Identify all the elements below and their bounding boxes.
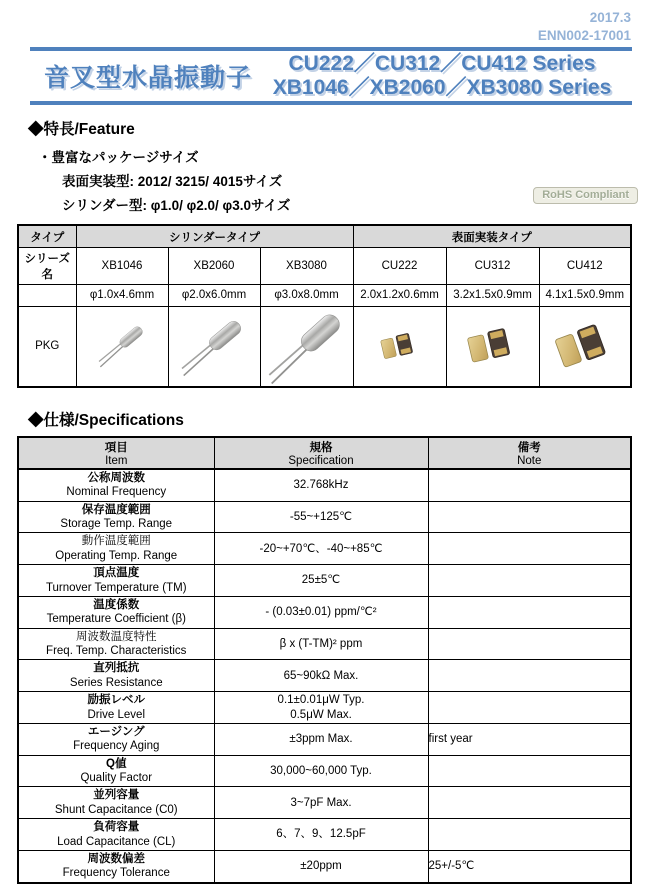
spec-row-operating-temp: [18, 533, 631, 565]
spec-row-shunt-capacitance: [18, 787, 631, 819]
xb2060-photo-cell: [168, 306, 260, 387]
item-en: Nominal Frequency: [66, 486, 167, 499]
item-jp: 周波数偏差: [87, 852, 145, 865]
title-bottom-rule: [30, 101, 632, 105]
note-value: [428, 596, 631, 628]
cu312-photo-cell: [446, 306, 539, 387]
series-row-label: シリーズ名: [18, 247, 76, 284]
feature-bullet: ・豊富なパッケージサイズ: [38, 150, 199, 166]
spec-value: 30,000~60,000 Typ.: [214, 755, 428, 787]
item-en: Quality Factor: [80, 772, 153, 784]
xb3080-cylinder-crystal-photo: [261, 307, 353, 383]
pkg-row-label: PKG: [18, 306, 76, 387]
spec-value: -20~+70℃、-40~+85℃: [214, 533, 428, 565]
series-xb2060: XB2060: [168, 247, 260, 284]
specifications-table: [17, 436, 632, 884]
specifications-heading: ◆仕様/Specifications: [28, 411, 184, 429]
item-jp: 頂点温度: [93, 567, 140, 580]
item-en: Storage Temp. Range: [60, 518, 173, 530]
col-header-note-en: Note: [517, 454, 542, 467]
feature-smd-line: 表面実装型: 2012/ 3215/ 4015サイズ: [62, 174, 283, 190]
note-value: [428, 787, 631, 819]
spec-value: 25±5℃: [214, 565, 428, 597]
title-top-rule: [30, 47, 632, 51]
doc-date: 2017.3: [589, 10, 631, 25]
spec-row-temp-coefficient: [18, 596, 631, 628]
item-jp: 公称周波数: [87, 471, 145, 484]
note-value: [428, 501, 631, 533]
rohs-compliant-badge: RoHS Compliant: [533, 187, 638, 204]
spec-value: ±3ppm Max.: [214, 723, 428, 755]
note-value: first year: [428, 723, 631, 755]
spec-row-frequency-aging: [18, 723, 631, 755]
cu412-smd-crystal-photo: [540, 307, 630, 383]
spec-value-line1: 0.1±0.01μW Typ.: [277, 694, 365, 707]
item-en: Freq. Temp. Characteristics: [46, 645, 187, 657]
item-jp: Q値: [106, 757, 127, 770]
item-en: Turnover Temperature (TM): [45, 581, 187, 594]
doc-meta: [0, 0, 647, 44]
spec-row-turnover-temp: [18, 565, 631, 597]
series-cu312: CU312: [446, 247, 539, 284]
cu222-smd-crystal-photo: [354, 307, 446, 383]
product-title-jp: 音叉型水晶振動子: [44, 64, 253, 93]
item-jp: 周波数温度特性: [76, 630, 157, 643]
size-xb3080: φ3.0x8.0mm: [260, 284, 353, 306]
item-jp: 温度係数: [93, 598, 140, 611]
item-en: Operating Temp. Range: [55, 549, 178, 562]
item-en: Frequency Tolerance: [62, 867, 170, 880]
spec-value: 6、7、9、12.5pF: [214, 819, 428, 851]
package-table: [17, 224, 632, 388]
spec-value: - (0.03±0.01) ppm/℃²: [214, 596, 428, 628]
col-header-item-jp: 項目: [104, 441, 128, 454]
item-jp: 直列抵抗: [93, 662, 140, 675]
spec-value: β x (T-TM)² ppm: [214, 628, 428, 660]
item-jp: 動作温度範囲: [81, 535, 151, 548]
package-table-header-row: [18, 225, 631, 247]
spec-row-freq-temp-characteristics: [18, 628, 631, 660]
series-cu412: CU412: [539, 247, 631, 284]
xb2060-cylinder-crystal-photo: [169, 307, 259, 383]
item-en: Temperature Coefficient (β): [46, 613, 186, 626]
cu412-photo-cell: [539, 306, 631, 387]
series-cu222: CU222: [353, 247, 446, 284]
spec-row-frequency-tolerance: [18, 850, 631, 882]
col-header-spec: [214, 437, 428, 469]
title-bar: [30, 52, 632, 100]
note-value: [428, 819, 631, 851]
note-value: [428, 755, 631, 787]
spec-row-load-capacitance: [18, 819, 631, 851]
spec-value: ±20ppm: [214, 850, 428, 882]
note-value: [428, 533, 631, 565]
series-xb3080: XB3080: [260, 247, 353, 284]
size-row: [18, 284, 631, 306]
series-xb1046: XB1046: [76, 247, 168, 284]
col-header-note-jp: 備考: [517, 441, 541, 454]
spec-row-quality-factor: [18, 755, 631, 787]
cu222-photo-cell: [353, 306, 446, 387]
note-value: 25+/-5℃: [428, 850, 631, 882]
spec-value: 3~7pF Max.: [214, 787, 428, 819]
type-header-cell: タイプ: [18, 225, 76, 247]
item-en: Series Resistance: [69, 676, 163, 689]
size-cu412: 4.1x1.5x0.9mm: [539, 284, 631, 306]
col-header-item-en: Item: [105, 454, 128, 467]
doc-number: ENN002-17001: [537, 27, 631, 43]
spec-value-line2: 0.5μW Max.: [290, 708, 352, 721]
series-line-2: XB1046／XB2060／XB3080 Series: [272, 76, 612, 100]
spec-row-nominal-frequency: [18, 469, 631, 501]
spec-value: -55~+125℃: [214, 501, 428, 533]
item-en: Load Capacitance (CL): [57, 835, 176, 848]
item-jp: 励振レベル: [87, 694, 145, 707]
series-name-row: [18, 247, 631, 284]
feature-cylinder-line: シリンダー型: φ1.0/ φ2.0/ φ3.0サイズ: [62, 198, 291, 214]
col-header-note: [428, 437, 631, 469]
item-en: Frequency Aging: [73, 740, 160, 753]
size-cu222: 2.0x1.2x0.6mm: [353, 284, 446, 306]
col-header-item: [18, 437, 214, 469]
item-jp: 保存温度範囲: [81, 503, 151, 516]
spec-value: 65~90kΩ Max.: [214, 660, 428, 692]
package-photo-row: [18, 306, 631, 387]
feature-heading: ◆特長/Feature: [28, 121, 135, 139]
note-value: [428, 565, 631, 597]
cylinder-group-header: シリンダータイプ: [76, 225, 353, 247]
spec-header-row: [18, 437, 631, 469]
item-en: Shunt Capacitance (C0): [54, 803, 178, 816]
xb1046-cylinder-crystal-photo: [77, 307, 167, 383]
xb3080-photo-cell: [260, 306, 353, 387]
note-value: [428, 692, 631, 724]
item-jp: 負荷容量: [93, 821, 140, 834]
spec-value: 32.768kHz: [214, 469, 428, 501]
series-line-1: CU222／CU312／CU412 Series: [288, 52, 596, 76]
col-header-spec-jp: 規格: [309, 441, 333, 454]
series-titles: [252, 52, 632, 100]
size-row-empty-cell: [18, 284, 76, 306]
size-cu312: 3.2x1.5x0.9mm: [446, 284, 539, 306]
item-jp: 並列容量: [93, 789, 140, 802]
size-xb1046: φ1.0x4.6mm: [76, 284, 168, 306]
size-xb2060: φ2.0x6.0mm: [168, 284, 260, 306]
col-header-spec-en: Specification: [288, 454, 354, 467]
spec-row-storage-temp: [18, 501, 631, 533]
spec-row-series-resistance: [18, 660, 631, 692]
item-jp: エージング: [87, 725, 145, 738]
note-value: [428, 628, 631, 660]
cu312-smd-crystal-photo: [447, 307, 539, 383]
xb1046-photo-cell: [76, 306, 168, 387]
item-en: Drive Level: [87, 708, 146, 721]
note-value: [428, 469, 631, 501]
spec-row-drive-level: [18, 692, 631, 724]
smd-group-header: 表面実装タイプ: [353, 225, 631, 247]
note-value: [428, 660, 631, 692]
